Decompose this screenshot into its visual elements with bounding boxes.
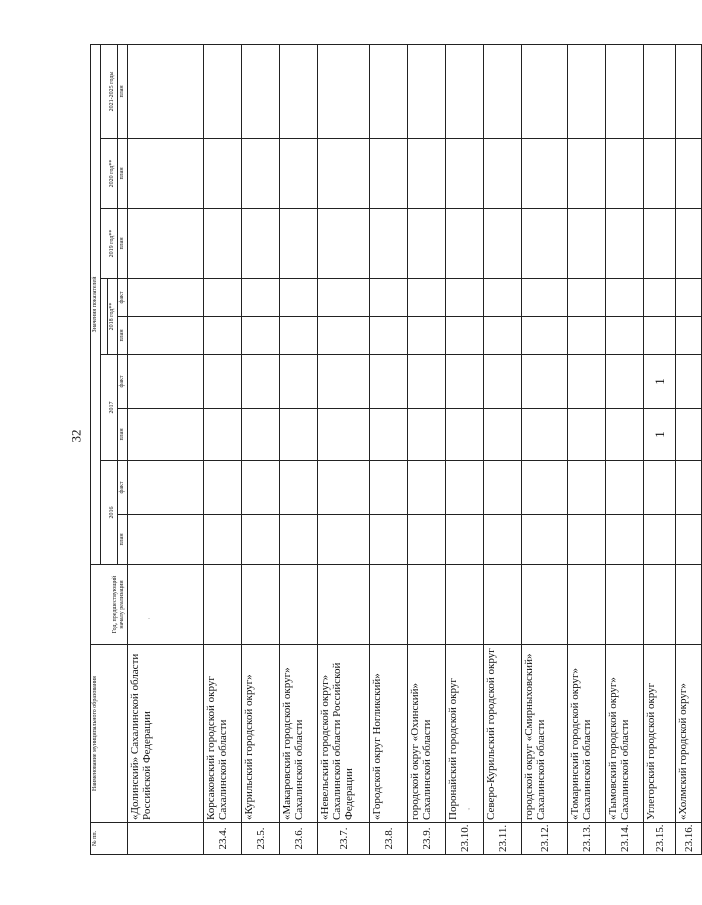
table-row	[280, 44, 318, 854]
row-2016-fact	[522, 461, 568, 515]
table-row	[370, 44, 408, 854]
row-2016-plan	[242, 515, 280, 565]
row-2016-plan	[568, 515, 606, 565]
row-2016-fact	[606, 461, 644, 515]
row-2017-plan	[676, 409, 702, 461]
row-2019-plan	[318, 209, 370, 279]
row-year-prior	[318, 565, 370, 645]
row-2020-plan	[644, 139, 676, 209]
row-2016-plan	[128, 515, 204, 565]
row-name: Северо-Курильский городской округ	[484, 645, 522, 823]
row-2021-plan	[318, 44, 370, 138]
stray-mark: ,	[468, 802, 470, 811]
row-num: 23.4.	[204, 823, 242, 855]
row-2017-plan	[606, 409, 644, 461]
row-2018-plan	[676, 317, 702, 355]
row-year-prior	[606, 565, 644, 645]
row-2016-fact	[128, 461, 204, 515]
row-year-prior	[128, 565, 204, 645]
row-num: 23.16.	[676, 823, 702, 855]
row-2017-fact	[484, 355, 522, 409]
row-num: 23.9.	[408, 823, 446, 855]
row-2017-fact	[204, 355, 242, 409]
row-2020-plan	[522, 139, 568, 209]
row-2018-plan	[242, 317, 280, 355]
row-2017-plan	[370, 409, 408, 461]
header-2017-fact: факт	[118, 355, 128, 409]
row-name: «Курильский городской округ»	[242, 645, 280, 823]
row-2019-plan	[370, 209, 408, 279]
row-num: 23.7.	[318, 823, 370, 855]
row-2017-fact: 1	[644, 355, 676, 409]
row-2016-fact	[204, 461, 242, 515]
row-2016-plan	[370, 515, 408, 565]
row-year-prior	[676, 565, 702, 645]
table-row	[446, 44, 484, 854]
row-name: «Томаринский городской округ» Сахалинской области	[568, 645, 606, 823]
row-2020-plan	[370, 139, 408, 209]
row-num: 23.8.	[370, 823, 408, 855]
row-2018-fact	[644, 279, 676, 317]
header-2021-plan: план	[118, 44, 128, 138]
rotated-table-container	[90, 45, 695, 855]
table-row	[128, 44, 204, 854]
row-2017-plan	[318, 409, 370, 461]
row-2021-plan	[644, 44, 676, 138]
row-2017-fact	[522, 355, 568, 409]
header-2020-plan: план	[118, 139, 128, 209]
row-2018-fact	[606, 279, 644, 317]
row-2016-fact	[280, 461, 318, 515]
row-2018-fact	[484, 279, 522, 317]
header-2018-plan: план	[118, 317, 128, 355]
header-2018-fact: факт	[118, 279, 128, 317]
row-2017-fact	[676, 355, 702, 409]
row-2016-fact	[568, 461, 606, 515]
row-2017-plan	[484, 409, 522, 461]
row-2018-plan	[408, 317, 446, 355]
row-2017-fact	[568, 355, 606, 409]
table-row	[522, 44, 568, 854]
row-2020-plan	[408, 139, 446, 209]
row-2018-plan	[128, 317, 204, 355]
row-2018-fact	[318, 279, 370, 317]
row-2018-fact	[522, 279, 568, 317]
row-2018-plan	[446, 317, 484, 355]
row-2019-plan	[408, 209, 446, 279]
row-2018-plan	[606, 317, 644, 355]
row-2017-fact	[446, 355, 484, 409]
row-2021-plan	[446, 44, 484, 138]
row-2016-plan	[204, 515, 242, 565]
header-2016: 2016	[101, 461, 118, 565]
header-2020: 2020 год**	[101, 139, 118, 209]
row-2021-plan	[204, 44, 242, 138]
row-name: Поронайский городской округ	[446, 645, 484, 823]
row-2020-plan	[606, 139, 644, 209]
row-2017-fact	[318, 355, 370, 409]
table-row	[644, 44, 676, 854]
row-2016-fact	[644, 461, 676, 515]
row-num: 23.14.	[606, 823, 644, 855]
row-2021-plan	[522, 44, 568, 138]
row-year-prior	[568, 565, 606, 645]
row-2016-fact	[676, 461, 702, 515]
header-2019-plan: план	[118, 209, 128, 279]
row-2021-plan	[408, 44, 446, 138]
table-row	[242, 44, 280, 854]
row-year-prior	[446, 565, 484, 645]
table-row	[318, 44, 370, 854]
row-2017-fact	[606, 355, 644, 409]
row-name: городской округ «Охинский» Сахалинской области	[408, 645, 446, 823]
header-row-1	[91, 44, 101, 854]
row-2021-plan	[280, 44, 318, 138]
row-2019-plan	[522, 209, 568, 279]
row-name: городской округ «Смирныховский» Сахалинской области	[522, 645, 568, 823]
row-2019-plan	[676, 209, 702, 279]
row-2020-plan	[484, 139, 522, 209]
row-2020-plan	[128, 139, 204, 209]
row-year-prior	[370, 565, 408, 645]
row-2019-plan	[568, 209, 606, 279]
row-2017-plan	[204, 409, 242, 461]
row-2018-plan	[568, 317, 606, 355]
row-2019-plan	[484, 209, 522, 279]
header-2017: 2017	[101, 355, 118, 461]
row-2021-plan	[370, 44, 408, 138]
row-2016-plan	[522, 515, 568, 565]
row-2018-plan	[522, 317, 568, 355]
row-year-prior	[242, 565, 280, 645]
row-2016-plan	[484, 515, 522, 565]
row-2018-fact	[204, 279, 242, 317]
header-name: Наименование муниципального образования	[91, 645, 128, 823]
row-year-prior	[484, 565, 522, 645]
row-2020-plan	[446, 139, 484, 209]
row-year-prior	[408, 565, 446, 645]
row-2021-plan	[484, 44, 522, 138]
row-2020-plan	[242, 139, 280, 209]
row-2017-plan	[242, 409, 280, 461]
row-2017-fact	[280, 355, 318, 409]
row-2018-fact	[242, 279, 280, 317]
table-body	[128, 44, 702, 854]
row-2018-fact	[568, 279, 606, 317]
row-2018-plan	[280, 317, 318, 355]
row-2019-plan	[204, 209, 242, 279]
row-2018-fact	[676, 279, 702, 317]
row-2016-plan	[606, 515, 644, 565]
row-2020-plan	[568, 139, 606, 209]
row-2018-fact	[408, 279, 446, 317]
row-num	[128, 823, 204, 855]
header-2021-2025: 2021-2025 годы	[101, 44, 118, 138]
table-row	[676, 44, 702, 854]
row-2021-plan	[128, 44, 204, 138]
row-2019-plan	[606, 209, 644, 279]
row-2016-fact	[484, 461, 522, 515]
row-2018-fact	[128, 279, 204, 317]
row-2018-plan	[318, 317, 370, 355]
row-2017-fact	[242, 355, 280, 409]
row-2018-plan	[644, 317, 676, 355]
row-2019-plan	[644, 209, 676, 279]
header-2018: 2018 год**	[108, 279, 118, 355]
row-name: «Невельский городской округ» Сахалинской области Российской Федерации	[318, 645, 370, 823]
row-2018-fact	[280, 279, 318, 317]
row-2018-plan	[484, 317, 522, 355]
row-2017-plan	[280, 409, 318, 461]
row-2017-plan	[128, 409, 204, 461]
row-2019-plan	[446, 209, 484, 279]
row-2017-fact	[370, 355, 408, 409]
row-num: 23.10.	[446, 823, 484, 855]
row-year-prior	[280, 565, 318, 645]
row-2017-fact	[408, 355, 446, 409]
row-2016-fact	[370, 461, 408, 515]
row-2020-plan	[280, 139, 318, 209]
row-2021-plan	[568, 44, 606, 138]
row-name: «Городской округ Ногликский»	[370, 645, 408, 823]
table-row	[408, 44, 446, 854]
page-number: 32	[68, 429, 84, 443]
header-2018-empty	[101, 279, 108, 355]
table-row	[568, 44, 606, 854]
row-2020-plan	[676, 139, 702, 209]
row-name: Углегорский городской округ	[644, 645, 676, 823]
row-2016-plan	[318, 515, 370, 565]
table-row	[204, 44, 242, 854]
header-values: Значения показателей	[91, 44, 101, 564]
row-2017-plan	[446, 409, 484, 461]
row-num: 23.15.	[644, 823, 676, 855]
row-2019-plan	[128, 209, 204, 279]
row-year-prior	[522, 565, 568, 645]
row-name: «Холмский городской округ»	[676, 645, 702, 823]
table-row	[484, 44, 522, 854]
header-2017-plan: план	[118, 409, 128, 461]
row-2018-fact	[370, 279, 408, 317]
row-2017-plan	[568, 409, 606, 461]
row-num: 23.12.	[522, 823, 568, 855]
row-2019-plan	[280, 209, 318, 279]
row-2016-plan	[446, 515, 484, 565]
row-name: «Долинский» Сахалинской области Российской Федерации	[128, 645, 204, 823]
row-2017-plan	[408, 409, 446, 461]
row-2016-plan	[280, 515, 318, 565]
row-2021-plan	[606, 44, 644, 138]
indicators-table	[90, 44, 702, 855]
row-2016-fact	[446, 461, 484, 515]
header-num: № пп.	[91, 823, 128, 855]
row-num: 23.6.	[280, 823, 318, 855]
row-num: 23.5.	[242, 823, 280, 855]
row-2019-plan	[242, 209, 280, 279]
row-2017-plan	[522, 409, 568, 461]
row-2016-fact	[408, 461, 446, 515]
header-2016-fact: факт	[118, 461, 128, 515]
row-2016-fact	[318, 461, 370, 515]
row-2016-plan	[676, 515, 702, 565]
row-name: Корсаковский городской округ Сахалинской области	[204, 645, 242, 823]
row-year-prior	[644, 565, 676, 645]
row-num: 23.11.	[484, 823, 522, 855]
row-2016-plan	[408, 515, 446, 565]
row-2021-plan	[676, 44, 702, 138]
stray-mark: .	[148, 612, 150, 621]
row-name: «Макаровский городской округ» Сахалинской области	[280, 645, 318, 823]
row-2021-plan	[242, 44, 280, 138]
row-2016-fact	[242, 461, 280, 515]
row-2020-plan	[318, 139, 370, 209]
row-num: 23.13.	[568, 823, 606, 855]
table-row	[606, 44, 644, 854]
row-2018-fact	[446, 279, 484, 317]
row-2020-plan	[204, 139, 242, 209]
row-2018-plan	[204, 317, 242, 355]
row-2018-plan	[370, 317, 408, 355]
header-year-prior: Год, предшествующий началу реализации	[91, 565, 128, 645]
row-year-prior	[204, 565, 242, 645]
row-name: «Тымовский городской округ» Сахалинской области	[606, 645, 644, 823]
header-2016-plan: план	[118, 515, 128, 565]
row-2017-plan: 1	[644, 409, 676, 461]
header-2019: 2019 год**	[101, 209, 118, 279]
row-2017-fact	[128, 355, 204, 409]
row-2016-plan	[644, 515, 676, 565]
